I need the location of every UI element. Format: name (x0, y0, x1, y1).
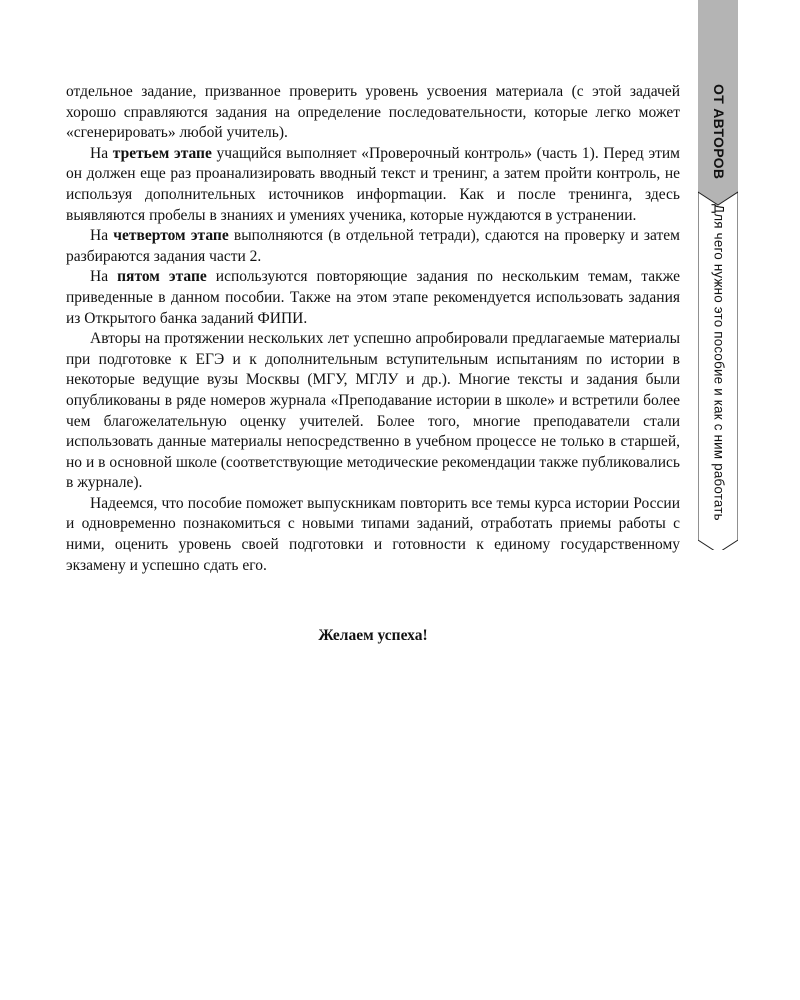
stage-four-label: четвертом этапе (113, 227, 229, 245)
paragraph: Надеемся, что пособие поможет выпускникам повторить все темы курса истории России и одновременно познакомиться с новыми типами заданий, отработать приемы работы с ними, оценить уровень своей подготовки и готовности к единому государственному экзамену и успешно сдать его. (66, 494, 680, 574)
paragraph: На третьем этапе учащийся выполняет «Проверочный контроль» (часть 1). Перед этим он должен еще раз проанализировать вводный текст и тренинг, а затем пройти контроль, не используя дополнительных источников инфорmации. Как и после тренинга, здесь выявляются пробелы в знаниях и умениях ученика, которые нуждаются в устранении. (66, 144, 680, 224)
topic-title: Для чего нужно это пособие и как с ним работать (711, 204, 727, 521)
section-title: ОТ АВТОРОВ (711, 84, 727, 180)
paragraph: Авторы на протяжении нескольких лет успешно апробировали предлагаемые материалы при подготовке к ЕГЭ и к дополнительным вступительным испытаниям по истории в некоторые ведущие вузы Москвы (МГУ, МГЛУ и др.). Многие тексты и задания были опубликованы в ряде номеров журнала «Преподавание истории в школе» и встретили более чем благожелательную оценку учителей. Более того, многие преподаватели стали использовать данные материалы непосредственно в учебном процессе не только в старшей, но и в основной школе (соответствующие методические рекомендации также публиковались в журнале). (66, 330, 680, 492)
paragraph: На пятом этапе используются повторяющие задания по нескольким темам, также приведенные в данном пособии. Также на этом этапе рекомендуется использовать задания из Открытого банка заданий ФИПИ. (66, 268, 680, 327)
stage-three-label: третьем этапе (112, 144, 212, 162)
body-text (66, 82, 680, 576)
closing-wish: Желаем успеха! (318, 627, 428, 644)
stage-five-label: пятом этапе (117, 268, 207, 286)
paragraph: отдельное задание, призванное проверить уровень усвоения материала (с этой задачей хорошо справляются задания на определение последовательности, которые легко может «сгенерировать» любой учитель). (66, 83, 680, 142)
paragraph: На четвертом этапе выполняются (в отдельной тетради), сдаются на проверку и затем разбираются задания части 2. (66, 227, 680, 265)
